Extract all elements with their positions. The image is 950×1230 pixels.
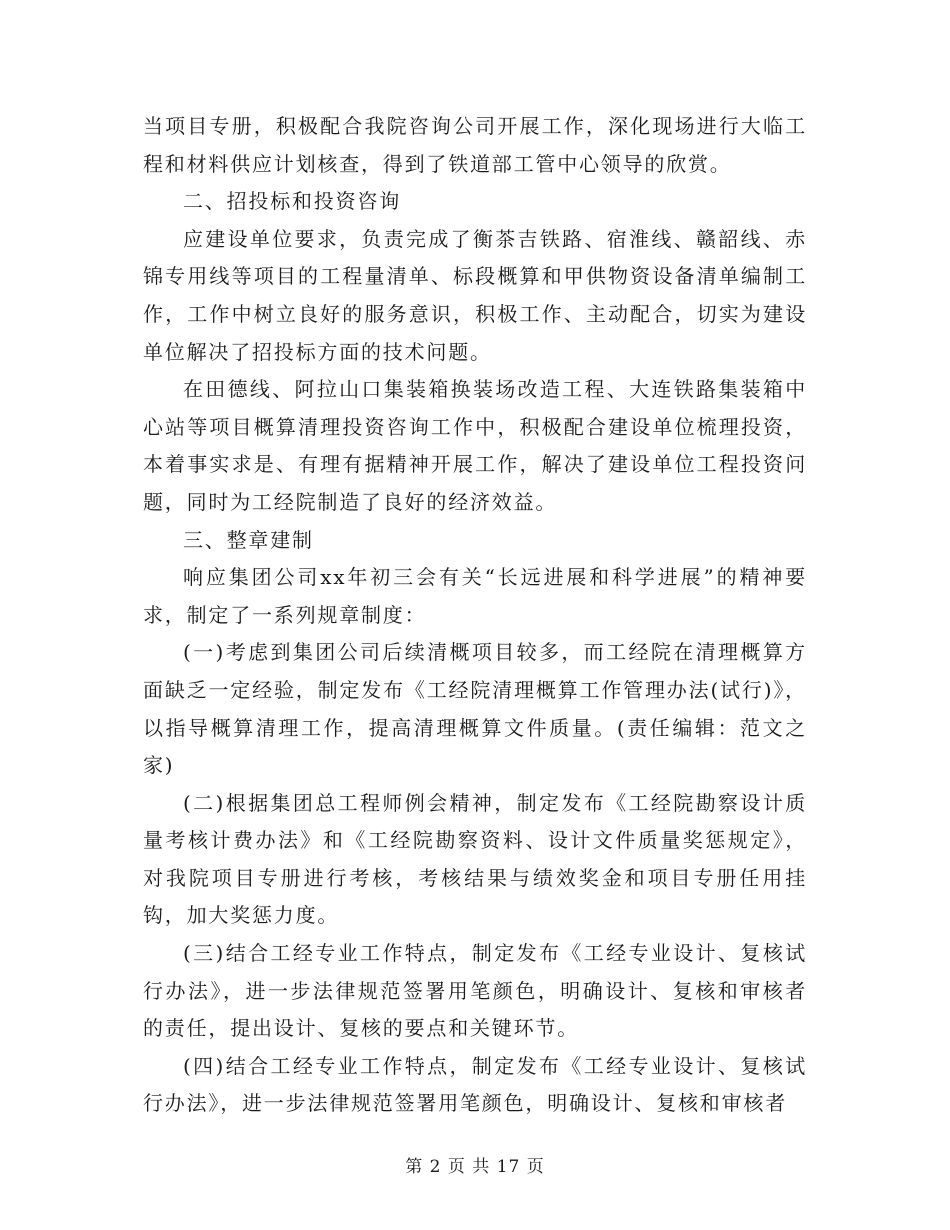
list-item-4: (四)结合工经专业工作特点，制定发布《工经专业设计、复核试行办法》，进一步法律规范签署用笔颜色，明确设计、复核和审核者 xyxy=(143,1053,807,1116)
paragraph-3: 应建设单位要求，负责完成了衡茶吉铁路、宿淮线、赣韶线、赤锦专用线等项目的工程量清单、标段概算和甲供物资设备清单编制工作，工作中树立良好的服务意识，积极工作、主动配合，切实为建设单位解决了招投标方面的技术问题。 xyxy=(143,226,807,364)
section-heading-3: 三、整章建制 xyxy=(183,527,314,552)
paragraph-6: 响应集团公司xx年初三会有关“长远进展和科学进展”的精神要求，制定了一系列规章制度： xyxy=(143,565,807,627)
list-item-2: (二)根据集团总工程师例会精神，制定发布《工经院勘察设计质量考核计费办法》和《工经院勘察资料、设计文件质量奖惩规定》，对我院项目专册进行考核，考核结果与绩效奖金和项目专册任用挂钩，加大奖惩力度。 xyxy=(143,790,807,928)
list-item-3: (三)结合工经专业工作特点，制定发布《工经专业设计、复核试行办法》，进一步法律规范签署用笔颜色，明确设计、复核和审核者的责任，提出设计、复核的要点和关键环节。 xyxy=(143,941,807,1041)
section-heading-2: 二、招投标和投资咨询 xyxy=(183,189,401,214)
document-body xyxy=(143,108,807,1123)
page-number-footer: 第 2 页 共 17 页 xyxy=(405,1157,545,1177)
paragraph-4: 在田德线、阿拉山口集装箱换装场改造工程、大连铁路集装箱中心站等项目概算清理投资咨询工作中，积极配合建设单位梳理投资，本着事实求是、有理有据精神开展工作，解决了建设单位工程投资问题，同时为工经院制造了良好的经济效益。 xyxy=(143,377,807,514)
paragraph-1: 当项目专册，积极配合我院咨询公司开展工作，深化现场进行大临工程和材料供应计划核查，得到了铁道部工管中心领导的欣赏。 xyxy=(143,114,807,176)
list-item-1: (一)考虑到集团公司后续清概项目较多，而工经院在清理概算方面缺乏一定经验，制定发布《工经院清理概算工作管理办法(试行)》，以指导概算清理工作，提高清理概算文件质量。(责任编辑：范文之家) xyxy=(143,640,807,778)
